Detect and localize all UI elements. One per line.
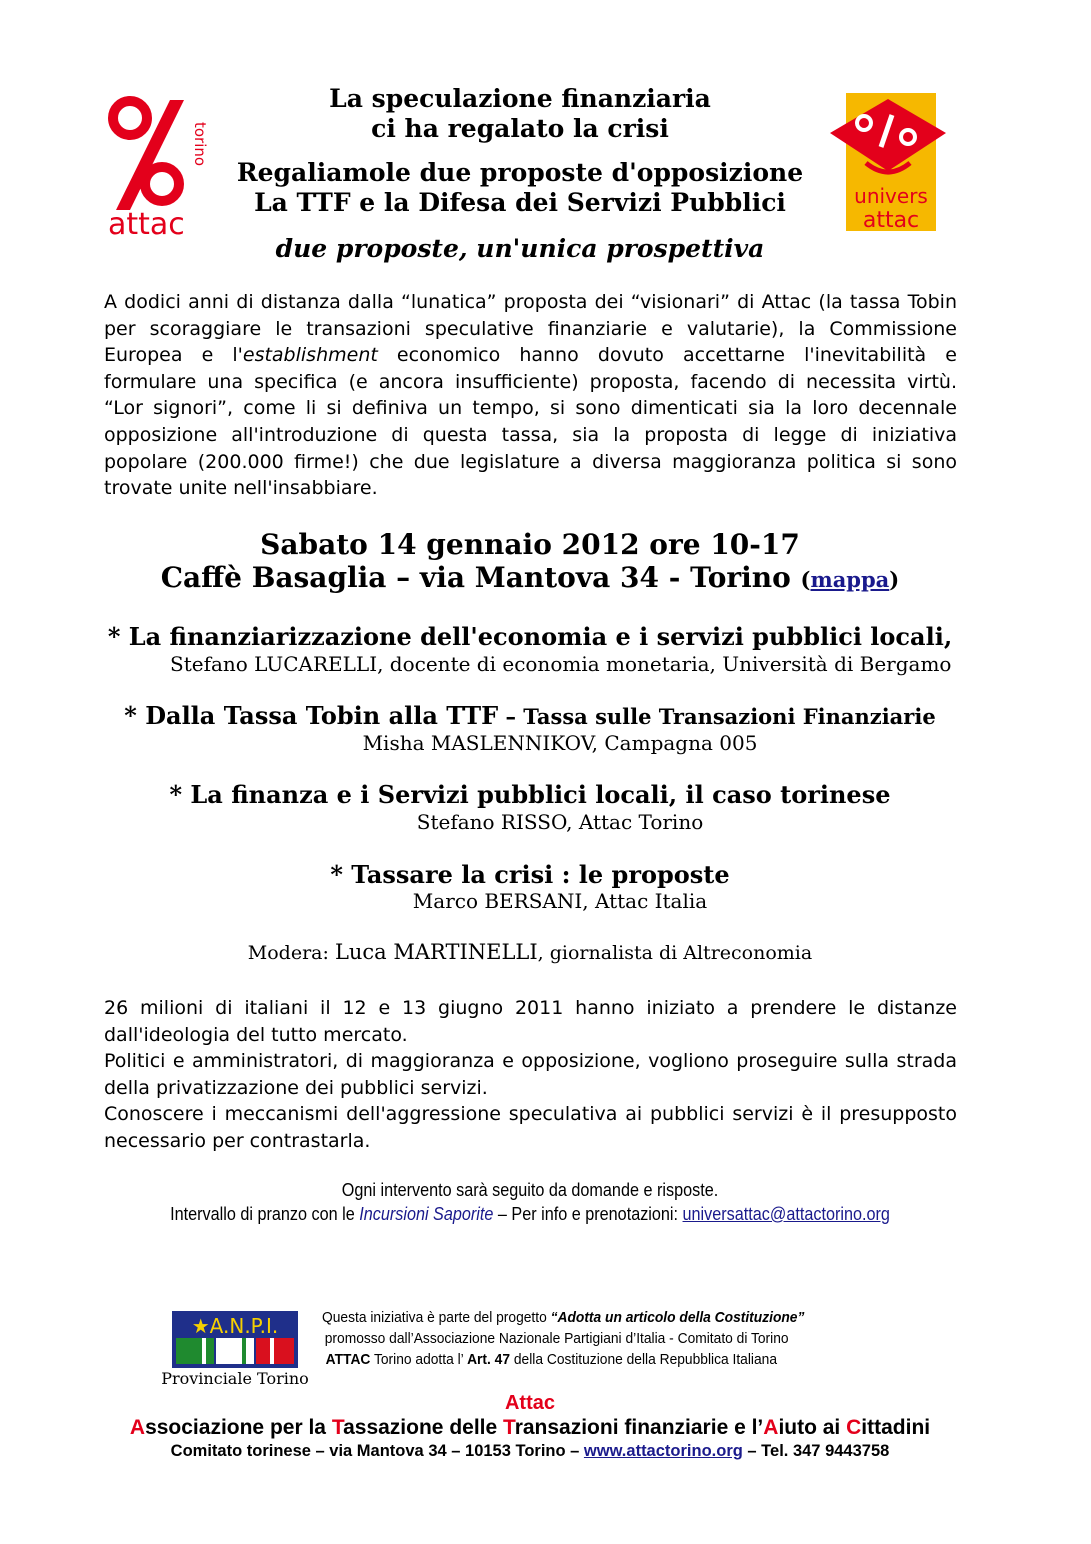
footer-text: iuto ai: [778, 1416, 847, 1439]
closing-line: dall'ideologia del tutto mercato.: [104, 1023, 408, 1046]
info-line-2: [53, 1204, 1007, 1225]
email-link[interactable]: universattac@attactorino.org: [682, 1204, 890, 1224]
map-paren: (: [800, 567, 811, 592]
info-block: [0, 1180, 1060, 1225]
info-text: Intervallo di pranzo con le: [170, 1204, 360, 1224]
info-text: – Per info e prenotazioni:: [493, 1204, 683, 1224]
footer-text: ransazioni finanziarie e l’: [514, 1416, 764, 1439]
title-line-3: Regaliamole due proposte d'opposizione: [236, 158, 804, 187]
intro-line: “Lor signori”, come li si definiva un tempo, si sono dimenticati sia la loro decennale: [104, 397, 957, 420]
moderator: [100, 940, 960, 964]
univers-attac-logo: [826, 93, 950, 231]
map-paren: ): [889, 567, 900, 592]
project-art: Art. 47: [467, 1351, 511, 1368]
moderator-label: Modera:: [247, 942, 335, 964]
footer-name: Attac: [504, 1392, 555, 1414]
intro-paragraph: [104, 289, 957, 502]
talk-2-main: * Dalla Tassa Tobin alla TTF: [124, 701, 499, 730]
map-link[interactable]: mappa: [810, 567, 890, 592]
talk-1-speaker: Stefano LUCARELLI, docente di economia monetaria, Università di Bergamo: [170, 652, 952, 676]
talk-1-title: * La finanziarizzazione dell'economia e i servizi pubblici locali,: [107, 622, 953, 651]
closing-line: necessario per contrastarla.: [104, 1129, 371, 1152]
project-text: Torino adotta l’: [370, 1351, 468, 1368]
project-title: “Adotta un articolo della Costituzione”: [550, 1309, 805, 1326]
footer-initial: C: [846, 1416, 862, 1439]
title-block: [260, 84, 780, 144]
project-text: della Costituzione della Repubblica Italiana: [510, 1351, 777, 1368]
intro-line: A dodici anni di distanza dalla “lunatica” proposta dei “visionari” di Attac (la tassa Tobin: [104, 291, 957, 313]
website-link[interactable]: www.attactorino.org: [583, 1442, 743, 1460]
closing-line: 26 milioni di italiani il 12 e 13 giugno 2011 hanno iniziato a prendere le distanze: [104, 997, 957, 1019]
footer-initial: T: [331, 1416, 344, 1439]
talk-2-extra: – Tassa sulle Transazioni Finanziarie: [498, 704, 936, 729]
contact-text: – Tel. 347 9443758: [742, 1442, 890, 1460]
intro-line: per scoraggiare le transazioni speculative finanziarie e valutarie), la Commissione: [104, 317, 957, 340]
talk-3-speaker: Stefano RISSO, Attac Torino: [416, 810, 704, 834]
anpi-caption: Provinciale Torino: [161, 1369, 309, 1388]
logo-right-text1: univers: [854, 184, 928, 208]
project-line-1: [322, 1307, 837, 1328]
talk-3-title: * La finanza e i Servizi pubblici locali, il caso torinese: [169, 780, 891, 809]
closing-line: della privatizzazione dei pubblici servizi.: [104, 1076, 488, 1099]
footer-text: assazione delle: [343, 1416, 504, 1439]
footer-initial: A: [129, 1416, 146, 1439]
title-line-2: ci ha regalato la crisi: [371, 114, 669, 143]
intro-text: Europea e l': [104, 344, 243, 367]
logo-left-text: attac: [108, 207, 185, 242]
anpi-text: ★A.N.P.I.: [191, 1314, 279, 1338]
intro-line: trovate unite nell'insabbiare.: [104, 477, 378, 500]
footer-initial: A: [763, 1416, 779, 1439]
event-date: Sabato 14 gennaio 2012 ore 10-17: [260, 528, 800, 561]
project-note: [322, 1307, 882, 1370]
intro-line: opposizione all'introduzione di questa tassa, sia la proposta di legge di iniziativa: [104, 423, 957, 446]
closing-line: Conoscere i meccanismi dell'aggressione speculativa ai pubblici servizi è il presupposto: [104, 1103, 957, 1126]
moderator-name: Luca MARTINELLI: [334, 940, 538, 964]
attac-torino-logo: [100, 92, 210, 242]
talk-2-speaker: Misha MASLENNIKOV, Campagna 005: [362, 731, 758, 755]
info-line-1: Ogni intervento sarà seguito da domande e risposte.: [341, 1180, 719, 1200]
footer-initial: T: [503, 1416, 515, 1439]
proposal-block: [230, 158, 810, 218]
intro-line: popolare (200.000 firme!) che due legislature a diversa maggioranza politica si sono: [104, 450, 957, 473]
closing-paragraph: [104, 995, 957, 1155]
event-place-text: Caffè Basaglia – via Mantova 34 - Torino: [160, 561, 791, 594]
intro-text: economico hanno dovuto accettarne l'inevitabilità e: [377, 344, 957, 367]
footer-contact: [0, 1442, 1060, 1461]
talk-2-title: [90, 701, 970, 730]
intro-italic: establishment: [242, 344, 378, 367]
event-place: [150, 561, 910, 594]
logo-right-text2: attac: [862, 208, 920, 231]
footer-full-name: [0, 1416, 1060, 1440]
project-text: Questa iniziativa è parte del progetto: [322, 1309, 551, 1326]
contact-text: Comitato torinese – via Mantova 34 – 10153 Torino –: [170, 1442, 584, 1460]
closing-line: Politici e amministratori, di maggioranza e opposizione, vogliono proseguire sulla strada: [104, 1050, 957, 1073]
title-line-1: La speculazione finanziaria: [329, 84, 711, 113]
anpi-logo: [172, 1311, 298, 1368]
footer-text: ssociazione per la: [145, 1416, 332, 1439]
project-line-3: [322, 1349, 837, 1370]
title-line-4: La TTF e la Difesa dei Servizi Pubblici: [254, 188, 786, 217]
intro-line: [104, 342, 957, 369]
footer-text: ittadini: [861, 1416, 931, 1439]
intro-line: formulare una specifica (e ancora insufficiente) proposta, facendo di necessita virtù.: [104, 370, 957, 393]
logo-left-sub: torino: [191, 122, 209, 167]
subtitle: due proposte, un'unica prospettiva: [275, 234, 765, 263]
project-line-2: promosso dall’Associazione Nazionale Partigiani d’Italia - Comitato di Torino: [324, 1330, 789, 1347]
talk-4-speaker: Marco BERSANI, Attac Italia: [412, 889, 708, 913]
project-attac: ATTAC: [325, 1351, 371, 1368]
talk-4-title: * Tassare la crisi : le proposte: [330, 860, 730, 889]
moderator-role: , giornalista di Altreconomia: [537, 942, 813, 964]
info-italic: Incursioni Saporite: [359, 1204, 494, 1224]
